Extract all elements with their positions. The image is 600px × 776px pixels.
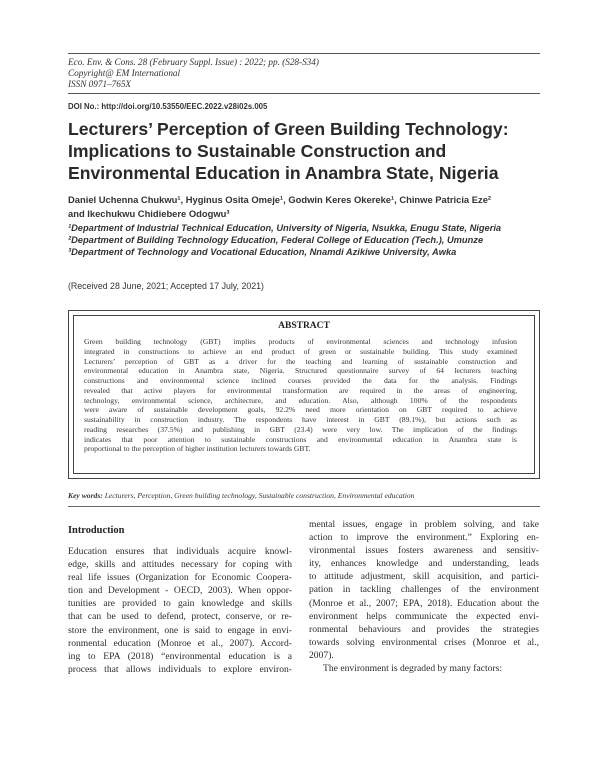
authors-line: Daniel Uchenna Chukwu¹, Hyginus Osita Omeje¹, Godwin Keres Okereke¹, Chinwe Patricia Eze² [68,194,492,205]
body-line: 2007). [309,649,334,661]
abstract-line: Green building technology (GBT) implies products of environmental sciences and technology infusion [84,337,517,346]
body-line: process that allows individuals to explore environ- [68,663,292,675]
affiliation-list [68,222,540,258]
abstract-line: proportional to the perception of higher institution lecturers towards GBT. [84,444,311,454]
body-line: towards solving environmental crises (Monroe et al., [309,636,539,648]
abstract-line: constructions and environmental science inclined courses provided the data for the analysis. Findings [84,376,517,385]
abstract-line: environmental education in Anambra state, Nigeria. Structured questionnaire survey of 64 lecturers teaching [84,366,517,376]
body-line: pation in tackling challenges of the environment [309,584,539,596]
abstract-line: integrated in constructions to achieve an end product of green or sustainable building. This study examined [84,346,517,356]
paper-title [68,118,538,184]
introduction-heading: Introduction [68,525,125,536]
affiliation-line: ¹Department of Industrial Technical Education, University of Nigeria, Nsukka, Enugu State, Nigeria [68,223,502,233]
affiliation-line: ²Department of Building Technology Education, Federal College of Education (Tech.), Umunze [68,235,484,245]
authors-line: and Ikechukwu Chidiebere Odogwu³ [68,207,230,219]
body-line: real life issues (Organization for Economic Coopera- [68,572,292,584]
body-line: ronmental behaviours and provides the strategies [309,623,539,635]
doi-line[interactable]: DOI No.: http://doi.org/10.53550/EEC.2022.v28i02s.005 [68,102,268,111]
body-line: mental issues, engage in problem solving, and take [309,519,539,530]
body-line: vironmental issues fosters awareness and sensitiv- [309,545,539,557]
title-line: Environmental Education in Anambra State, Nigeria [68,163,499,183]
keywords-label: Key words: [68,491,103,500]
author-list [68,193,540,220]
journal-copyright-line: Copyright@ EM International [68,68,181,78]
body-line: The environment is degraded by many factors: [323,663,503,675]
body-line: store the environment, one is said to engage in envi- [68,624,292,636]
body-line: environment helps communicate the expected envi- [309,610,539,622]
abstract-line: Lecturers’ perception of GBT as a driver for the teaching and learning of sustainable construction and [84,356,517,366]
abstract-line: reading researches (37.5%) and publishing in GBT (23.4) were very low. The implication of the findings [84,424,517,434]
body-line: tunities are provided to gain knowledge and skills [68,598,292,610]
body-line: that can be used to defend, protect, conserve, or re- [68,611,292,623]
keywords-divider [68,506,540,507]
keywords-text: Lecturers, Perception, Green building technology, Sustainable construction, Environmental education [102,491,415,500]
received-dates: (Received 28 June, 2021; Accepted 17 July, 2021) [68,281,264,291]
abstract-line: sustainability in construction industry. The respondents have interest in GBT (89.1%), but actions such as [84,415,517,424]
title-line: Lecturers’ Perception of Green Building Technology: [68,119,509,139]
journal-citation-box [68,53,540,94]
left-column-text [68,545,292,676]
journal-issue-line: Eco. Env. & Cons. 28 (February Suppl. Issue) : 2022; pp. (S28-S34) [68,57,319,67]
body-line: edge, skills and attitudes necessary for coping with [68,559,292,571]
keywords [68,491,543,500]
body-line: Education ensures that individuals acquire knowl- [68,546,292,557]
body-line: (Monroe et al., 2007; EPA, 2018). Education about the [309,597,539,609]
body-line: ing to EPA (2018) “environmental education is a [68,650,292,662]
right-column-text [309,518,539,675]
title-line: Implications to Sustainable Construction and [68,141,447,161]
abstract-box [68,310,540,479]
abstract-line: revealed that active players for environmental transformation are required in the areas of engineering, [84,385,517,395]
body-line: tion and Development - OECD, 2003). When oppor- [68,585,292,597]
abstract-line: technology, environmental science, architecture, and education. Also, although 100% of the respondents [84,395,517,405]
affiliation-line: ³Department of Technology and Vocational Education, Nnamdi Azikiwe University, Awka [68,247,457,257]
abstract-line: indicates that poor attention to sustainable constructions and environmental education in Anambra state is [84,434,517,444]
journal-issn-line: ISSN 0971–765X [68,79,132,89]
body-line: ronmental education (Monroe et al., 2007). Accord- [68,637,292,649]
body-line: action to improve the environment.” Exploring en- [309,532,539,544]
body-line: ity, enhances knowledge and understanding, leads [309,558,539,570]
abstract-heading: ABSTRACT [278,321,330,331]
abstract-line: were aware of sustainable development goals, 92.2% need more orientation on GBT required to achieve [84,405,517,415]
body-line: to attitude adjustment, skill acquisition, and partici- [309,571,539,583]
abstract-text [84,337,517,454]
